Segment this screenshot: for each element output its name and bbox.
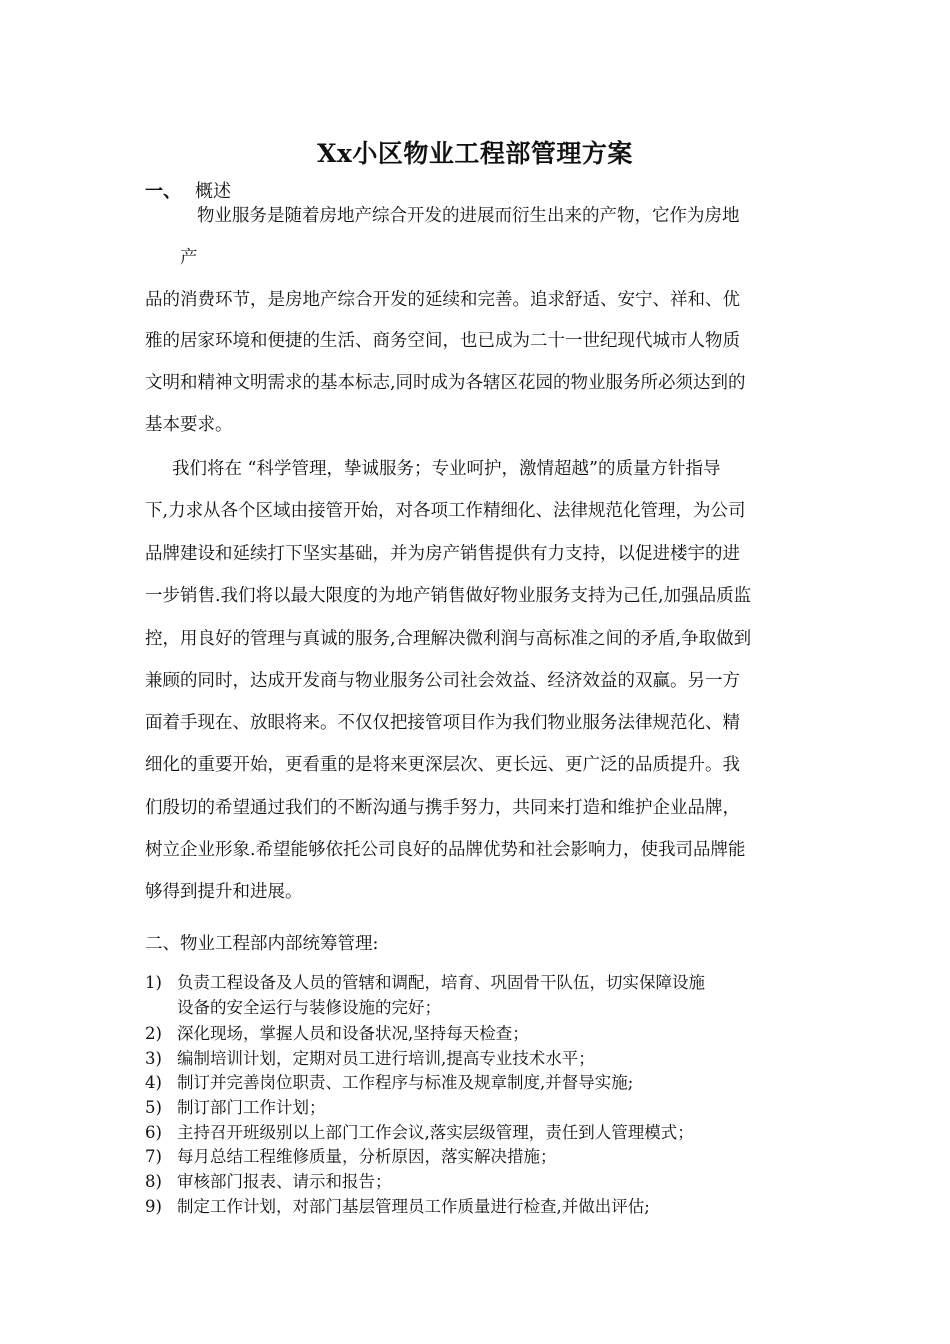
para2-line: 面着手现在、放眼将来。不仅仅把接管项目作为我们物业服务法律规范化、精 <box>145 713 740 733</box>
section-2-heading: 二、物业工程部内部统筹管理: <box>145 934 379 954</box>
list-item <box>145 1045 595 1069</box>
list-item-text: 每月总结工程维修质量，分析原因，落实解决措施； <box>177 1147 557 1166</box>
para2-line: 控，用良好的管理与真诚的服务,合理解决微利润与高标准之间的矛盾,争取做到 <box>145 629 752 649</box>
list-item-text: 主持召开班级别以上部门工作会议,落实层级管理，责任到人管理模式； <box>177 1123 694 1142</box>
para2-line: 够得到提升和进展。 <box>145 882 303 902</box>
para1-line: 文明和精神文明需求的基本标志,同时成为各辖区花园的物业服务所必须达到的 <box>145 373 746 393</box>
list-item-number: 1) <box>145 973 162 992</box>
list-item-number: 6) <box>145 1123 162 1142</box>
list-item-number: 7) <box>145 1147 162 1166</box>
list-item <box>145 969 705 993</box>
list-item-text: 负责工程设备及人员的管辖和调配，培育、巩固骨干队伍，切实保障设施 <box>177 973 705 992</box>
para2-line: 下,力求从各个区域由接管开始，对各项工作精细化、法律规范化管理，为公司 <box>145 501 746 521</box>
list-item-text: 审核部门报表、请示和报告； <box>177 1172 392 1191</box>
list-item-continuation: 设备的安全运行与装修设施的完好； <box>177 998 441 1017</box>
list-item-text: 制定工作计划，对部门基层管理员工作质量进行检查,并做出评估; <box>177 1197 650 1216</box>
para2-line: 我们将在 “科学管理，挚诚服务；专业呵护，激情超越”的质量方针指导 <box>172 459 721 479</box>
list-item <box>145 1094 326 1118</box>
list-item-text: 深化现场，掌握人员和设备状况,坚持每天检查； <box>177 1024 529 1043</box>
list-item <box>145 1193 650 1217</box>
para2-line: 们殷切的希望通过我们的不断沟通与携手努力，共同来打造和维护企业品牌， <box>145 798 740 818</box>
list-item <box>145 1168 392 1192</box>
para2-line: 细化的重要开始，更看重的是将来更深层次、更长远、更广泛的品质提升。我 <box>145 755 740 775</box>
list-item <box>145 1143 557 1167</box>
list-item-number: 4) <box>145 1073 162 1092</box>
list-item-number: 8) <box>145 1172 162 1191</box>
para1-line: 基本要求。 <box>145 415 233 435</box>
section-1-number: 一、 <box>145 181 181 202</box>
list-item-text: 制订并完善岗位职责、工作程序与标准及规章制度,并督导实施; <box>177 1073 634 1092</box>
list-item-number: 9) <box>145 1197 162 1216</box>
para1-line: 物业服务是随着房地产综合开发的进展而衍生出来的产物，它作为房地 <box>197 206 740 226</box>
list-item-text: 编制培训计划，定期对员工进行培训,提高专业技术水平； <box>177 1049 595 1068</box>
section-1-title: 概述 <box>195 181 231 202</box>
para1-line: 产 <box>180 248 198 268</box>
section-1-heading <box>145 177 231 203</box>
list-item-number: 3) <box>145 1049 162 1068</box>
list-item-text: 制订部门工作计划； <box>177 1098 326 1117</box>
para2-line: 树立企业形象.希望能够依托公司良好的品牌优势和社会影响力，使我司品牌能 <box>145 840 746 860</box>
para1-line: 品的消费环节，是房地产综合开发的延续和完善。追求舒适、安宁、祥和、优 <box>145 290 740 310</box>
list-item <box>145 1069 633 1093</box>
para2-line: 兼顾的同时，达成开发商与物业服务公司社会效益、经济效益的双赢。另一方 <box>145 671 740 691</box>
document-title: Xx小区物业工程部管理方案 <box>317 139 633 168</box>
list-item <box>145 1020 529 1044</box>
list-item-number: 5) <box>145 1098 162 1117</box>
para2-line: 品牌建设和延续打下坚实基础，并为房产销售提供有力支持，以促进楼宇的进 <box>145 544 740 564</box>
para1-line: 雅的居家环境和便捷的生活、商务空间，也已成为二十一世纪现代城市人物质 <box>145 331 740 351</box>
para2-line: 一步销售.我们将以最大限度的为地产销售做好物业服务支持为己任,加强品质监 <box>145 586 752 606</box>
list-item <box>145 1119 694 1143</box>
list-item-number: 2) <box>145 1024 162 1043</box>
